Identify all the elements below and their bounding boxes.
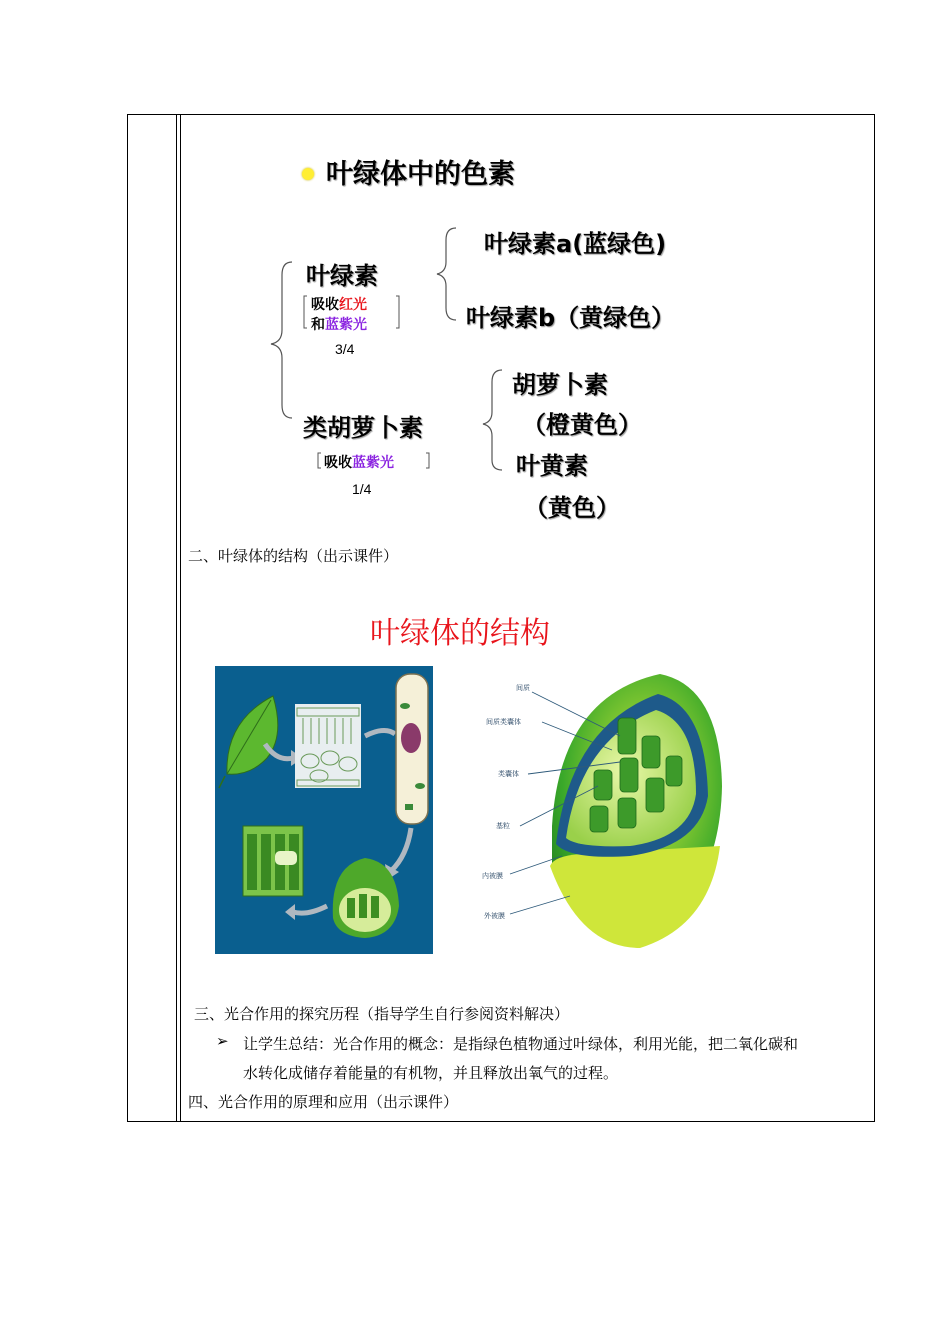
structure-title: 叶绿体的结构 — [370, 616, 550, 651]
chlorophyll-absorb-line1: 吸收红光 — [311, 297, 367, 313]
section3-heading: 三、光合作用的探究历程（指导学生自行参阅资料解决） — [194, 1005, 570, 1023]
label-outer-membrane: 外被膜 — [484, 912, 505, 920]
label-inner-membrane: 内被膜 — [482, 872, 503, 880]
xanthophyll-label: 叶黄素 — [516, 452, 588, 480]
chlorophyll-absorb-line2: 和蓝紫光 — [311, 317, 367, 333]
chlorophyll-b: 叶绿素b（黄绿色） — [466, 304, 676, 332]
chlorophyll-label: 叶绿素 — [306, 262, 378, 290]
arrow-bullet-icon: ➢ — [216, 1032, 229, 1050]
label-granum: 基粒 — [496, 822, 510, 830]
label-stroma: 间质 — [516, 684, 530, 692]
concept-line-1: 让学生总结：光合作用的概念：是指绿色植物通过叶绿体，利用光能，把二氧化碳和 — [243, 1035, 799, 1053]
xanthophyll-color: （黄色） — [524, 494, 620, 522]
label-stroma-thylakoid: 间质类囊体 — [486, 718, 521, 726]
carotene-color: （橙黄色） — [522, 411, 642, 439]
brace-diagram — [0, 0, 950, 540]
chlorophyll-fraction: 3/4 — [335, 341, 355, 357]
carotenoid-label: 类胡萝卜素 — [303, 414, 423, 442]
concept-line-2: 水转化成储存着能量的有机物，并且释放出氧气的过程。 — [243, 1064, 619, 1082]
carotenoid-fraction: 1/4 — [352, 481, 372, 497]
section2-heading: 二、叶绿体的结构（出示课件） — [188, 547, 399, 565]
carotene-label: 胡萝卜素 — [512, 371, 608, 399]
pigment-title: 叶绿体中的色素 — [326, 159, 515, 190]
section4-heading: 四、光合作用的原理和应用（出示课件） — [188, 1093, 459, 1111]
leaf-to-chloroplast-illustration — [215, 666, 433, 954]
label-thylakoid: 类囊体 — [498, 770, 519, 778]
chloroplast-anatomy-illustration — [470, 666, 724, 954]
carotenoid-absorb: 吸收蓝紫光 — [324, 455, 394, 471]
chlorophyll-a: 叶绿素a(蓝绿色) — [484, 230, 667, 258]
